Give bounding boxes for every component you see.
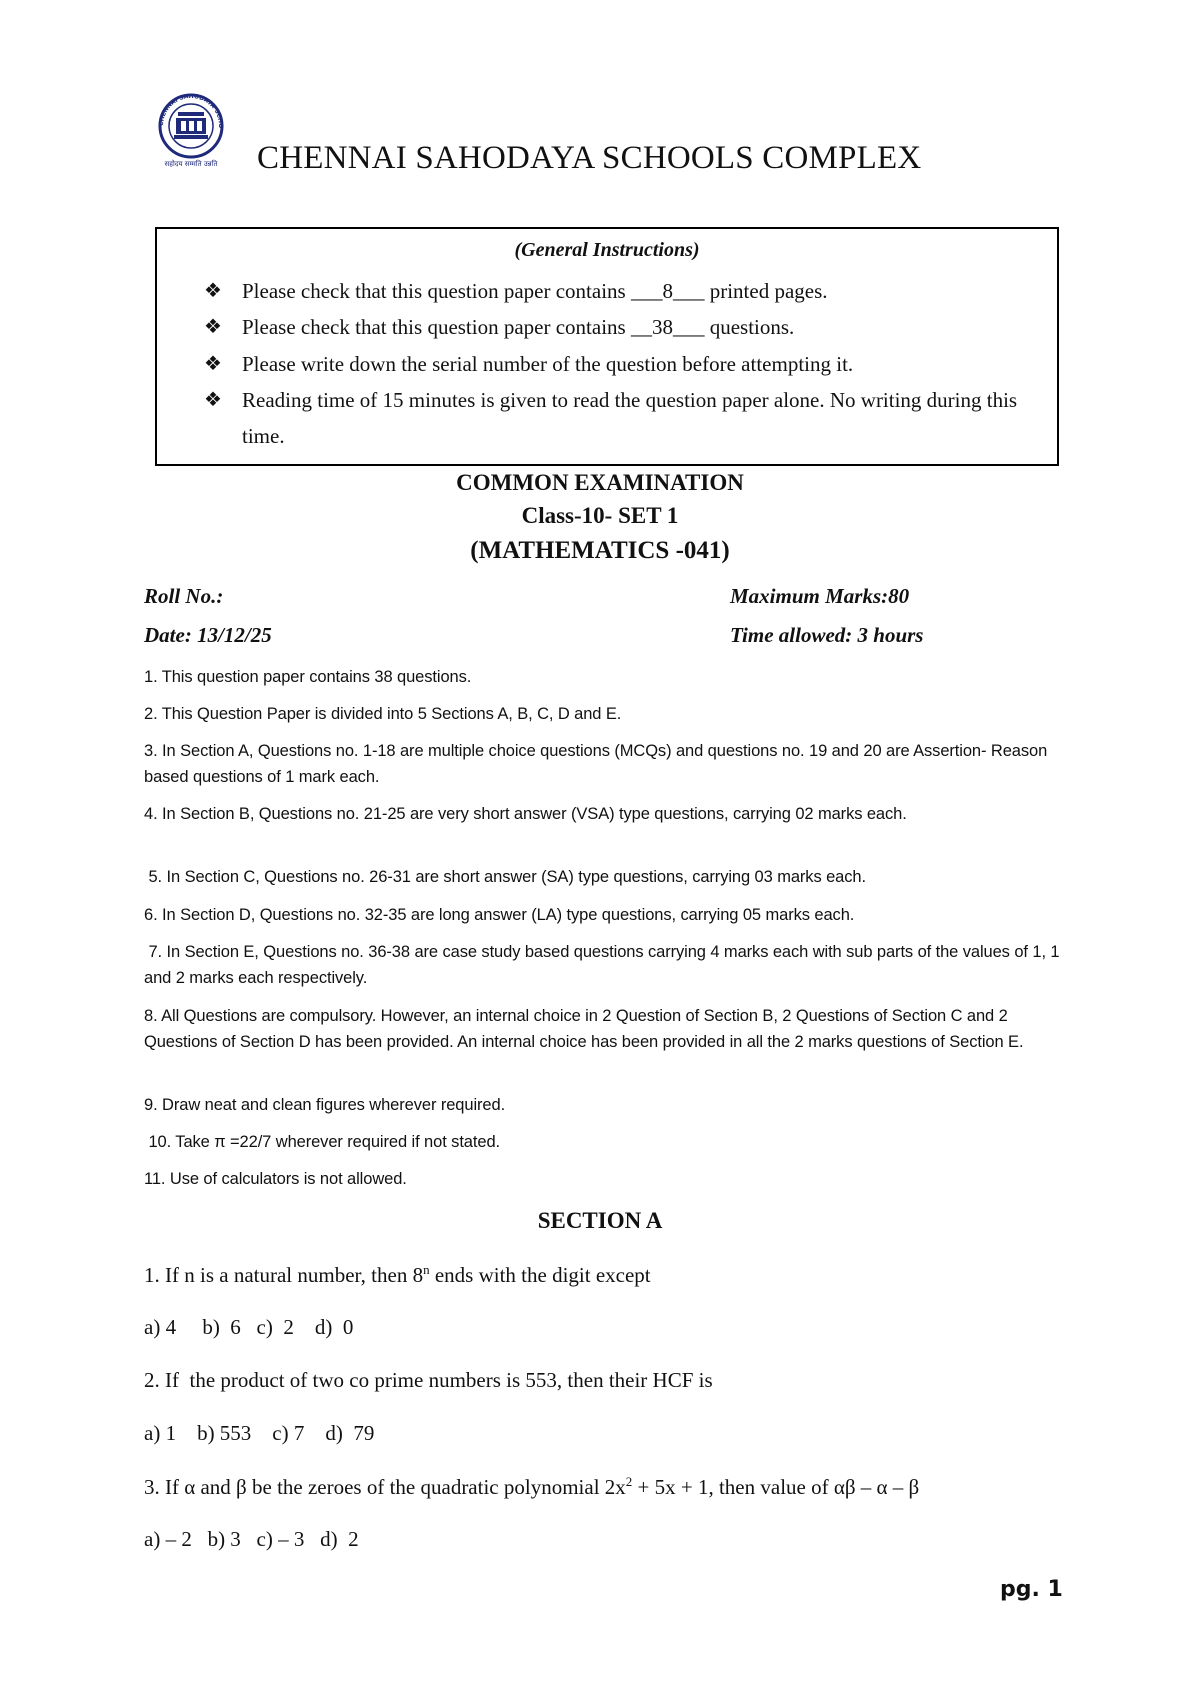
- time-allowed: Time allowed: 3 hours: [730, 623, 924, 647]
- rule-item: 10. Take π =22/7 wherever required if not stated.: [144, 1133, 501, 1151]
- school-logo: [148, 90, 234, 170]
- rule-item: 9. Draw neat and clean figures wherever required.: [144, 1096, 506, 1114]
- exam-date: Date: 13/12/25: [144, 623, 272, 647]
- diamond-bullet-icon: ❖: [204, 280, 222, 302]
- rule-item: 6. In Section D, Questions no. 32-35 are long answer (LA) type questions, carrying 05 marks each.: [144, 906, 855, 924]
- diamond-bullet-icon: ❖: [204, 353, 222, 375]
- diamond-bullet-icon: ❖: [204, 316, 222, 338]
- rule-item: 8. All Questions are compulsory. However, an internal choice in 2 Question of Section B, 2 Questions of Section C and 2 Questions of Section D has been provided. An internal choice has been provided in all the 2 marks questions of Section E.: [144, 1007, 1024, 1051]
- question-1: 1. If n is a natural number, then 8$^n$ ends with the digit except: [144, 1262, 651, 1287]
- exam-subject: (MATHEMATICS -041): [470, 537, 730, 564]
- question-3-options: a) – 2 b) 3 c) – 3 d) 2: [144, 1527, 359, 1551]
- rule-item: 7. In Section E, Questions no. 36-38 are case study based questions carrying 4 marks each with sub parts of the values of 1, 1 and 2 marks each respectively.: [144, 943, 1064, 987]
- question-3: 3. If α and β be the zeroes of the quadratic polynomial $2x^2 + 5x + 1$, then value of αβ – α – β: [144, 1474, 920, 1499]
- instruction-item: ❖ Please check that this question paper contains __38___ questions.: [207, 309, 1037, 345]
- logo-ring-text: CHENNAI SAHODAYA SCHO: [157, 92, 225, 129]
- exam-class-set: Class-10- SET 1: [521, 503, 679, 528]
- question-2: 2. If the product of two co prime numbers is 553, then their HCF is: [144, 1368, 713, 1392]
- instruction-item: ❖ Please write down the serial number of the question before attempting it.: [207, 346, 1037, 382]
- logo-motto: सहोदय सम्मति उन्नति: [164, 160, 218, 168]
- page-title: CHENNAI SAHODAYA SCHOOLS COMPLEX: [257, 140, 922, 176]
- rule-item: 3. In Section A, Questions no. 1-18 are multiple choice questions (MCQs) and questions no. 19 and 20 are Assertion- Reason based questions of 1 mark each.: [144, 742, 1048, 786]
- maximum-marks: Maximum Marks:80: [730, 584, 910, 608]
- instruction-item: ❖ Please check that this question paper contains ___8___ printed pages.: [207, 273, 1037, 309]
- question-2-options: a) 1 b) 553 c) 7 d) 79: [144, 1421, 375, 1445]
- section-title: SECTION A: [537, 1208, 663, 1233]
- rule-item: 2. This Question Paper is divided into 5 Sections A, B, C, D and E.: [144, 705, 622, 723]
- question-1-options: a) 4 b) 6 c) 2 d) 0: [144, 1315, 354, 1339]
- roll-number-label: Roll No.:: [144, 584, 224, 608]
- rule-item: 11. Use of calculators is not allowed.: [144, 1170, 407, 1188]
- exam-name: COMMON EXAMINATION: [456, 470, 744, 495]
- instruction-item: ❖ Reading time of 15 minutes is given to read the question paper alone. No writing during this time.: [207, 382, 1037, 454]
- page-number: pg. 1: [1000, 1577, 1063, 1602]
- rule-item: 5. In Section C, Questions no. 26-31 are short answer (SA) type questions, carrying 03 marks each.: [144, 868, 866, 886]
- general-instructions-box: [155, 227, 1059, 466]
- rule-item: 4. In Section B, Questions no. 21-25 are very short answer (VSA) type questions, carrying 02 marks each.: [144, 805, 907, 823]
- instructions-heading: (General Instructions): [514, 239, 700, 261]
- rule-item: 1. This question paper contains 38 questions.: [144, 668, 472, 686]
- diamond-bullet-icon: ❖: [204, 389, 222, 411]
